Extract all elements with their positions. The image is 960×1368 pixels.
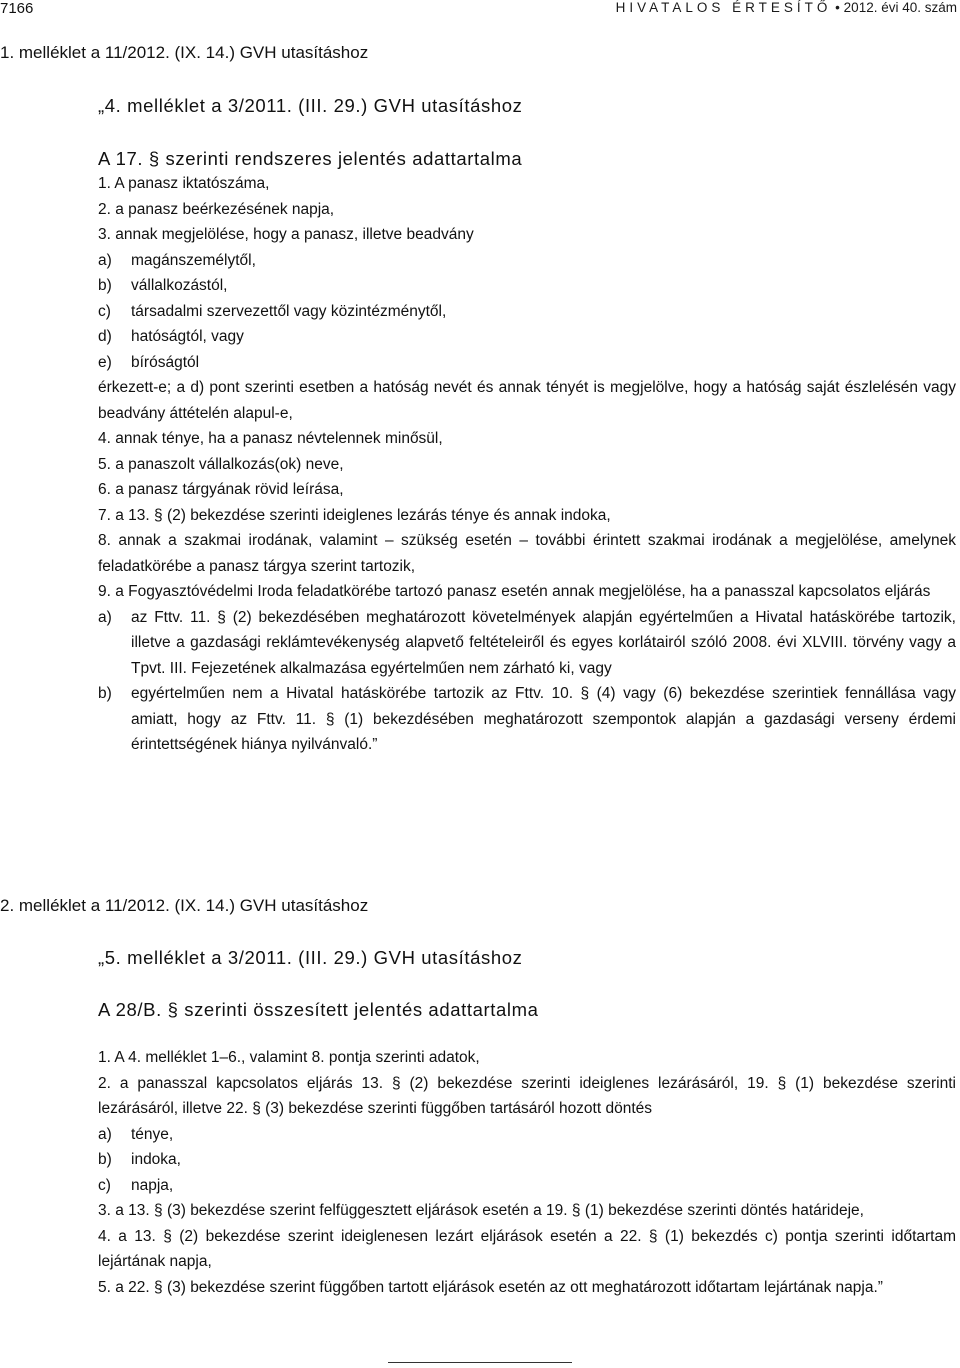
- page-header: [0, 0, 960, 17]
- sub-item: [98, 1173, 958, 1199]
- annex-1-title-block: [0, 43, 960, 63]
- journal-header: [616, 0, 957, 15]
- sub-item-text: ténye,: [131, 1125, 174, 1143]
- sub-item-text: társadalmi szervezettől vagy közintézménytől,: [131, 302, 447, 320]
- list-item: 8. annak a szakmai irodának, valamint – szükség esetén – további érintett szakmai irodának a megjelölése, amelynek feladatkörébe a panasz tárgya szerint tartozik,: [98, 532, 956, 575]
- annex-1-heading-block: [98, 95, 960, 117]
- list-item: 2. a panasz beérkezésének napja,: [98, 200, 335, 218]
- list-item: 6. a panasz tárgyának rövid leírása,: [98, 481, 344, 498]
- sub-item-text: az Fttv. 11. § (2) bekezdésében meghatározott követelmények alapján egyértelműen a Hivatal hatáskörébe tartozik, illetve a gazdasági reklámtevékenység alapvető feltételeiről és egyes korlátairól szóló 2008. évi XLVIII. törvény vagy a Tpvt. III. Fejezetének alkalmazása egyértelműen nem zárható ki, vagy: [131, 608, 956, 677]
- sub-item-label: d): [98, 328, 112, 345]
- sub-item-text: egyértelműen nem a Hivatal hatáskörébe tartozik az Fttv. 10. § (4) vagy (6) bekezdése szerintiek fennállása vagy amiatt, hogy az Fttv. 11. § (1) bekezdésében meghatározott szempontok alapján a gazdasági verseny érdemi érintettségének hiánya nyilvánvaló.”: [131, 685, 956, 753]
- sub-item-text: hatóságtól, vagy: [131, 328, 244, 345]
- footer-divider: [388, 1362, 572, 1363]
- list-item: 2. a panasszal kapcsolatos eljárás 13. § (2) bekezdése szerinti ideiglenes lezárásáról, 19. § (1) bekezdése szerinti lezárásáról, illetve 22. § (3) bekezdése szerinti függőben tartásáról hozott döntés: [98, 1074, 956, 1117]
- sub-item: [98, 605, 958, 682]
- annex-2-heading: „5. melléklet a 3/2011. (III. 29.) GVH utasításhoz: [98, 947, 523, 968]
- annex-2-heading-block: [98, 947, 960, 969]
- list-item: 4. annak ténye, ha a panasz névtelennek minősül,: [98, 430, 443, 447]
- sub-item-label: a): [98, 251, 112, 269]
- sub-item-text: indoka,: [131, 1151, 181, 1168]
- sub-item-text: bíróságtól: [131, 353, 200, 371]
- sub-item-text: napja,: [131, 1176, 174, 1194]
- annex-2-title-block: [0, 896, 960, 916]
- sub-item-label: c): [98, 1176, 111, 1194]
- list-item-continuation: érkezett-e; a d) pont szerinti esetben a hatóság nevét és annak tényét is megjelölve, hogy a hatóság saját észlelésén vagy beadvány áttételén alapul-e,: [98, 379, 956, 422]
- journal-name: HIVATALOS ÉRTESÍTŐ: [615, 0, 832, 15]
- list-item: 1. A 4. melléklet 1–6., valamint 8. pontja szerinti adatok,: [98, 1049, 480, 1066]
- sub-item-label: c): [98, 302, 111, 320]
- sub-item-label: e): [98, 353, 112, 371]
- list-item: 7. a 13. § (2) bekezdése szerinti ideiglenes lezárás ténye és annak indoka,: [98, 506, 611, 524]
- list-item: 4. a 13. § (2) bekezdése szerint ideiglenesen lezárt eljárások esetén a 22. § (1) bekezdés c) pontja szerinti időtartam lejártának napja,: [98, 1227, 956, 1270]
- sub-item-label: b): [98, 685, 112, 702]
- sub-item-label: a): [98, 608, 112, 626]
- annex-1-title: 1. melléklet a 11/2012. (IX. 14.) GVH utasításhoz: [0, 43, 369, 62]
- sub-item: [98, 248, 958, 274]
- sub-item: [98, 324, 958, 350]
- list-item: 3. a 13. § (3) bekezdése szerint felfüggesztett eljárások esetén a 19. § (1) bekezdése szerinti döntés határideje,: [98, 1202, 864, 1219]
- issue-number: 2012. évi 40. szám: [843, 0, 957, 15]
- sub-item: [98, 1147, 958, 1173]
- list-item: 9. a Fogyasztóvédelmi Iroda feladatkörébe tartozó panasz esetén annak megjelölése, ha a panasszal kapcsolatos eljárás: [98, 583, 931, 600]
- sub-item: [98, 681, 958, 758]
- sub-item-label: a): [98, 1125, 112, 1143]
- page-number: 7166: [0, 0, 34, 17]
- annex-2-items: [98, 1045, 958, 1300]
- sub-item-label: b): [98, 277, 112, 294]
- sub-item: [98, 350, 958, 376]
- list-item: 3. annak megjelölése, hogy a panasz, illetve beadvány: [98, 226, 474, 243]
- annex-1-heading: „4. melléklet a 3/2011. (III. 29.) GVH utasításhoz: [98, 95, 523, 116]
- header-separator: •: [835, 0, 840, 15]
- sub-item: [98, 299, 958, 325]
- annex-1-subheading-block: [98, 148, 960, 170]
- annex-2-subheading-block: [98, 999, 960, 1021]
- annex-1-items: [98, 171, 958, 758]
- sub-item-text: vállalkozástól,: [131, 277, 228, 294]
- list-item: 1. A panasz iktatószáma,: [98, 175, 270, 192]
- sub-item: [98, 1122, 958, 1148]
- sub-item-text: magánszemélytől,: [131, 251, 256, 269]
- list-item: 5. a panaszolt vállalkozás(ok) neve,: [98, 455, 344, 473]
- annex-2-subheading: A 28/B. § szerinti összesített jelentés adattartalma: [98, 999, 539, 1020]
- sub-item-label: b): [98, 1151, 112, 1168]
- annex-2-title: 2. melléklet a 11/2012. (IX. 14.) GVH utasításhoz: [0, 896, 369, 915]
- annex-1-subheading: A 17. § szerinti rendszeres jelentés adattartalma: [98, 148, 523, 169]
- list-item: 5. a 22. § (3) bekezdése szerint függőben tartott eljárások esetén az ott meghatározott időtartam lejártának napja.”: [98, 1278, 883, 1296]
- sub-item: [98, 273, 958, 299]
